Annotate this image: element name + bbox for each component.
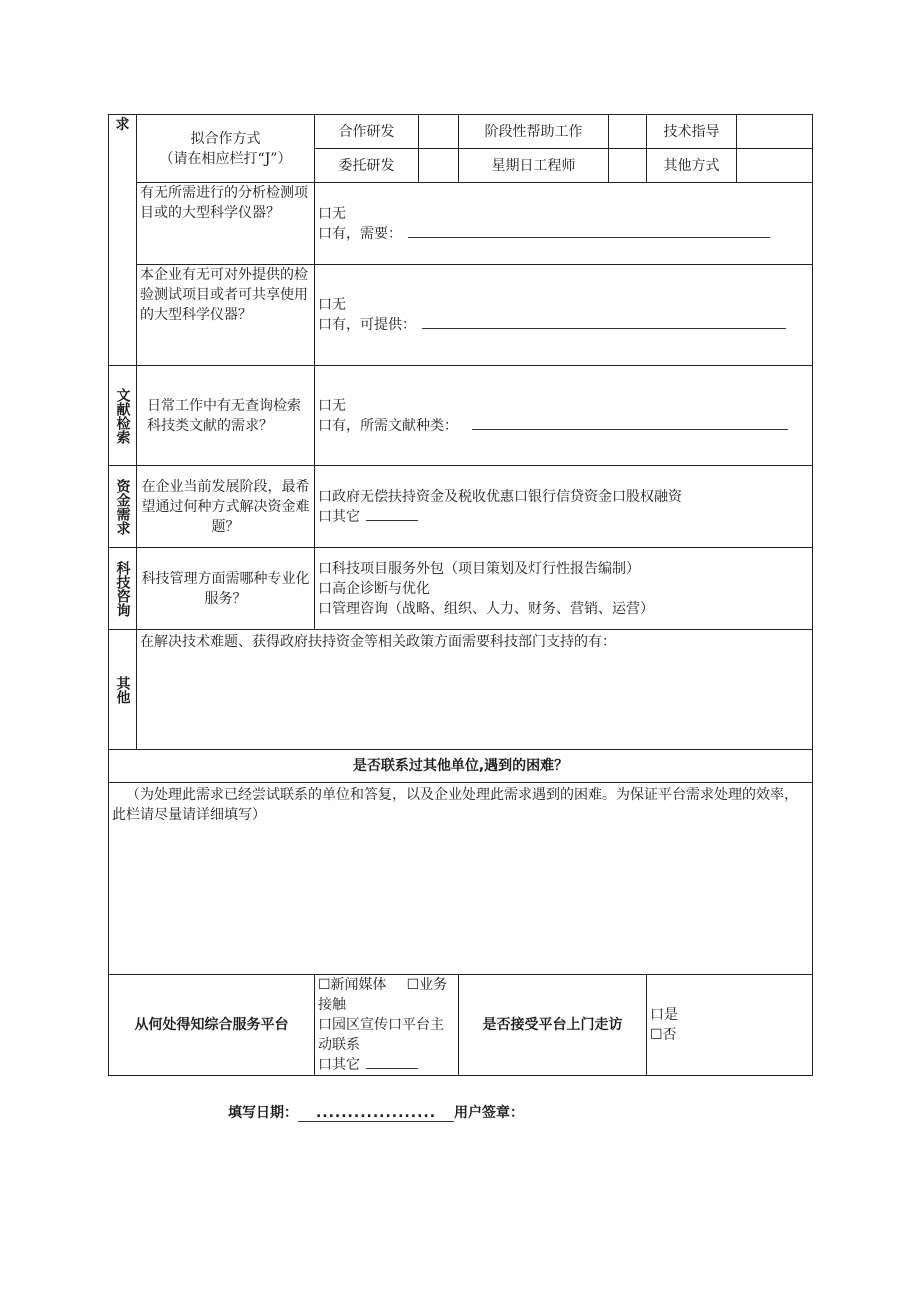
- instrument-offer-question: 本企业有无可对外提供的检验测试项目或者可共享使用的大型科学仪器？: [137, 265, 315, 366]
- option-phased-help: 阶段性帮助工作: [459, 115, 609, 149]
- instrument-offer-answer: [315, 265, 813, 366]
- cooperation-row-1: [109, 115, 813, 149]
- instrument-need-line[interactable]: [408, 225, 770, 238]
- literature-line[interactable]: [472, 417, 788, 430]
- checkbox-weekend-engineer[interactable]: [609, 149, 647, 183]
- cooperation-label: 拟合作方式 （请在相应栏打“J”）: [137, 115, 315, 183]
- visit-no[interactable]: ☐否: [650, 1027, 677, 1043]
- checkbox-commissioned-research[interactable]: [419, 149, 459, 183]
- signature-label: 用户签章：: [454, 1105, 524, 1121]
- option-commissioned-research: 委托研发: [315, 149, 419, 183]
- contact-heading: 是否联系过其他单位,遇到的困难？: [109, 750, 813, 783]
- consulting-question: 科技管理方面需哪种专业化服务？: [137, 548, 315, 630]
- literature-yes[interactable]: 口有，所需文献种类：: [318, 416, 809, 436]
- contact-heading-row: [109, 750, 813, 783]
- instrument-need-row: [109, 183, 813, 265]
- literature-answer: [315, 366, 813, 466]
- service-demand-form: [108, 114, 813, 1076]
- source-visit-row: [109, 975, 813, 1076]
- consulting-answer: [315, 548, 813, 630]
- funding-other-line[interactable]: [366, 508, 418, 521]
- checkbox-joint-research[interactable]: [419, 115, 459, 149]
- visit-yes[interactable]: 口是: [650, 1007, 678, 1023]
- other-row: [109, 630, 813, 750]
- instrument-offer-no[interactable]: 口无: [318, 297, 346, 313]
- other-prompt: 在解决技术难题、获得政府扶持资金等相关政策方面需要科技部门支持的有：: [140, 634, 616, 650]
- option-joint-research: 合作研发: [315, 115, 419, 149]
- contact-answer[interactable]: [109, 783, 813, 975]
- contact-note-row: [109, 783, 813, 975]
- literature-no[interactable]: 口无: [318, 397, 346, 414]
- option-tech-guidance: 技术指导: [647, 115, 737, 149]
- consulting-option-management[interactable]: 口管理咨询（战略、组织、人力、财务、营销、运营）: [318, 600, 654, 617]
- fill-date-label: 填写日期：: [228, 1105, 298, 1121]
- instrument-need-no[interactable]: 口无: [318, 205, 346, 222]
- source-options: [315, 975, 459, 1076]
- section-label-demand: 求: [109, 115, 137, 366]
- source-label: 从何处得知综合服务平台: [109, 975, 315, 1076]
- section-label-funding: 资金需求: [109, 466, 137, 548]
- instrument-offer-line[interactable]: [422, 316, 786, 329]
- source-other-line[interactable]: [366, 1056, 418, 1069]
- instrument-need-question: 有无所需进行的分析检测项目或的大型科学仪器？: [137, 183, 315, 265]
- source-park-or-platform[interactable]: 口园区宣传口平台主动联系: [318, 1017, 444, 1053]
- consulting-option-outsourcing[interactable]: 口科技项目服务外包（项目策划及灯行性报告编制）: [318, 560, 640, 577]
- section-label-other: 其他: [109, 630, 137, 750]
- literature-row: [109, 366, 813, 466]
- funding-other[interactable]: 口其它: [318, 507, 809, 527]
- option-weekend-engineer: 星期日工程师: [459, 149, 609, 183]
- funding-row: [109, 466, 813, 548]
- checkbox-tech-guidance[interactable]: [737, 115, 813, 149]
- contact-note: （为处理此需求已经尝试联系的单位和答复，以及企业处理此需求遇到的困难。为保证平台需求处理的效率，此栏请尽量请详细填写）: [112, 787, 798, 823]
- source-other[interactable]: 口其它: [318, 1055, 455, 1075]
- literature-question: 日常工作中有无查询检索科技类文献的需求？: [137, 366, 315, 466]
- section-label-consulting: 科技咨询: [109, 548, 137, 630]
- source-business-contact[interactable]: ☐业务接触: [318, 977, 448, 1013]
- option-other-method: 其他方式: [647, 149, 737, 183]
- instrument-offer-row: [109, 265, 813, 366]
- instrument-need-yes[interactable]: 口有，需要：: [318, 224, 809, 244]
- instrument-need-answer: [315, 183, 813, 265]
- funding-options[interactable]: 口政府无偿扶持资金及税收优惠口银行信贷资金口股权融资: [318, 488, 682, 505]
- funding-question: 在企业当前发展阶段，最希望通过何种方式解决资金难题？: [137, 466, 315, 548]
- visit-options: [647, 975, 813, 1076]
- fill-date-field[interactable]: ...................: [298, 1105, 454, 1122]
- visit-label: 是否接受平台上门走访: [459, 975, 647, 1076]
- instrument-offer-yes[interactable]: 口有，可提供：: [318, 315, 809, 335]
- consulting-option-hightech[interactable]: 口高企诊断与优化: [318, 580, 430, 597]
- source-news-media[interactable]: ☐新闻媒体: [318, 977, 387, 993]
- form-footer: [228, 1102, 524, 1122]
- funding-answer: [315, 466, 813, 548]
- section-label-literature: 文献检索: [109, 366, 137, 466]
- checkbox-other-method[interactable]: [737, 149, 813, 183]
- checkbox-phased-help[interactable]: [609, 115, 647, 149]
- consulting-row: [109, 548, 813, 630]
- other-answer[interactable]: [137, 630, 813, 750]
